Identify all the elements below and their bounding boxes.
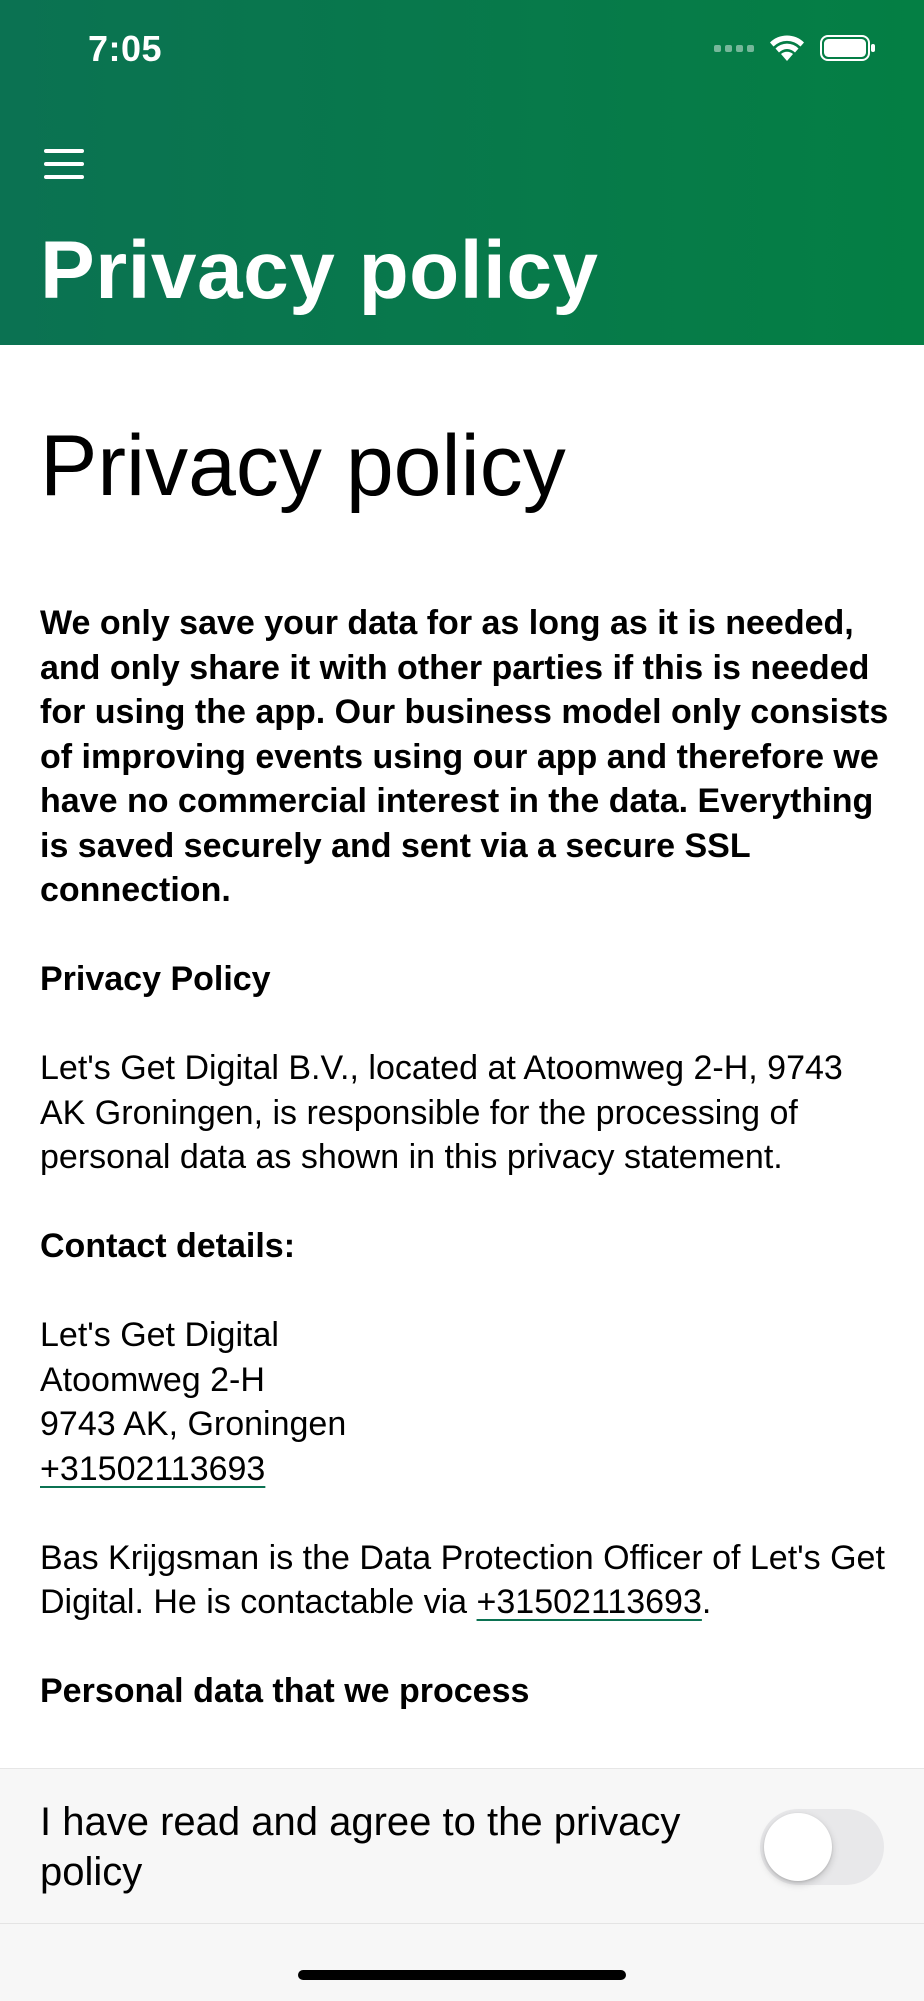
menu-button[interactable] bbox=[40, 145, 88, 183]
agreement-bar bbox=[0, 1768, 924, 2001]
policy-text: Let's Get Digital B.V., located at Atoomweg 2-H, 9743 AK Groningen, is responsible for the processing of personal data as shown in this privacy statement. bbox=[40, 1049, 843, 1176]
intro-text: We only save your data for as long as it is needed, and only share it with other parties if this is needed for using the app. Our business model only consists of improving events using our app and therefore we have no commercial interest in the data. Everything is saved securely and sent via a secure SSL connection. bbox=[40, 604, 889, 909]
policy-heading: Privacy Policy bbox=[40, 960, 271, 998]
contact-street: Atoomweg 2-H bbox=[40, 1360, 265, 1399]
agreement-toggle[interactable] bbox=[760, 1809, 884, 1885]
app-header bbox=[0, 0, 924, 345]
dpo-phone-link[interactable]: +31502113693 bbox=[476, 1583, 702, 1621]
cellular-signal-icon bbox=[714, 45, 754, 52]
page-title: Privacy policy bbox=[40, 418, 566, 514]
status-icons bbox=[714, 34, 876, 62]
battery-icon bbox=[820, 34, 876, 62]
divider bbox=[0, 1923, 924, 1924]
wifi-icon bbox=[768, 34, 806, 62]
privacy-content[interactable] bbox=[40, 345, 892, 1768]
contact-company: Let's Get Digital bbox=[40, 1316, 279, 1354]
toggle-knob bbox=[764, 1813, 832, 1881]
contact-heading: Contact details: bbox=[40, 1227, 296, 1265]
status-time: 7:05 bbox=[88, 28, 163, 69]
header-title: Privacy policy bbox=[40, 225, 599, 316]
dpo-text: Bas Krijgsman is the Data Protection Officer of Let's Get Digital. He is contactable via +31502113693. bbox=[40, 1538, 885, 1621]
home-indicator bbox=[298, 1970, 626, 1980]
contact-city: 9743 AK, Groningen bbox=[40, 1405, 347, 1443]
contact-phone-link[interactable]: +31502113693 bbox=[40, 1449, 266, 1488]
hamburger-icon bbox=[44, 149, 84, 153]
personal-data-heading: Personal data that we process bbox=[40, 1672, 530, 1710]
agreement-label: I have read and agree to the privacy policy bbox=[40, 1800, 681, 1894]
